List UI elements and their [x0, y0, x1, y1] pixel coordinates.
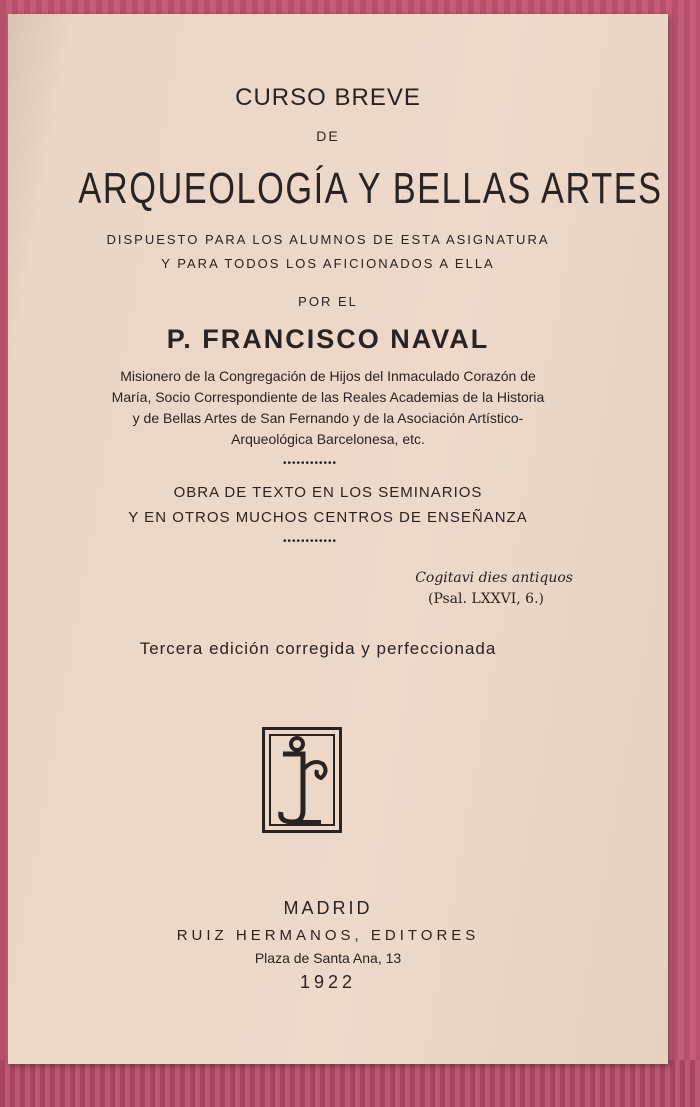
book-title-page	[8, 14, 668, 1064]
credentials-line: Misionero de la Congregación de Hijos del Inmaculado Corazón de	[120, 368, 536, 384]
epigraph-source: (Psal. LXXVI, 6.)	[427, 591, 544, 607]
main-title: ARQUEOLOGÍA Y BELLAS ARTES	[78, 164, 663, 213]
credentials-line: y de Bellas Artes de San Fernando y de la Asociación Artístico-	[132, 410, 524, 426]
credentials-line: María, Socio Correspondiente de las Reales Academias de la Historia	[111, 389, 545, 405]
separator: ••••••••••••	[282, 536, 337, 547]
by-label: POR EL	[298, 294, 358, 309]
usage-line-2: Y EN OTROS MUCHOS CENTROS DE ENSEÑANZA	[128, 509, 528, 526]
address: Plaza de Santa Ana, 13	[254, 950, 402, 966]
separator: ••••••••••••	[282, 458, 337, 469]
edition-note: Tercera edición corregida y perfeccionada	[139, 639, 497, 658]
title-line-2: DE	[316, 128, 340, 144]
epigraph: Cogitavi dies antiquos	[415, 570, 573, 586]
year: 1922	[299, 972, 357, 992]
title-line-1: CURSO BREVE	[235, 84, 421, 111]
credentials-line: Arqueológica Barcelonesa, etc.	[231, 431, 425, 447]
publisher-logo	[262, 727, 342, 833]
author-name: P. FRANCISCO NAVAL	[166, 324, 490, 354]
monogram-jr-icon	[265, 730, 339, 830]
usage-line-1: OBRA DE TEXTO EN LOS SEMINARIOS	[173, 484, 483, 501]
fabric-background	[0, 1060, 700, 1107]
subtitle-2: Y PARA TODOS LOS AFICIONADOS A ELLA	[161, 256, 495, 271]
subtitle-1: DISPUESTO PARA LOS ALUMNOS DE ESTA ASIGNATURA	[106, 232, 550, 247]
city: MADRID	[283, 898, 373, 918]
publisher: RUIZ HERMANOS, EDITORES	[176, 927, 480, 944]
